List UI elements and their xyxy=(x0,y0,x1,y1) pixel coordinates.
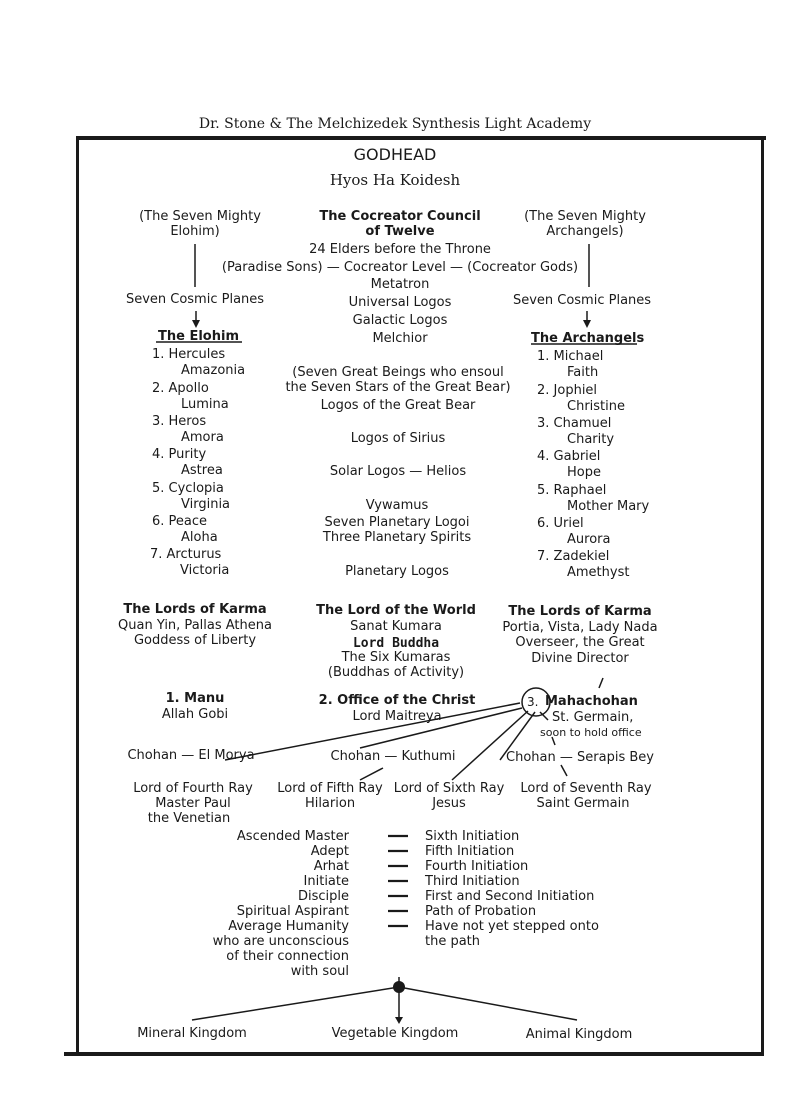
level-spiritual-aspirant: Spiritual Aspirant xyxy=(236,904,349,919)
sixth-ray-jesus: Jesus xyxy=(432,796,466,811)
cocreator-council-title: The Cocreator Council xyxy=(319,209,481,224)
elohim-name-1: 1. Hercules xyxy=(152,347,226,362)
seven-archangels-line-1: (The Seven Mighty xyxy=(524,209,646,224)
solar-logos: Solar Logos — Helios xyxy=(329,464,467,479)
universal-logos: Universal Logos xyxy=(348,295,452,310)
stage-the-path: the path xyxy=(425,934,481,949)
stage-fifth: Fifth Initiation xyxy=(425,844,515,859)
fourth-ray-master: Master Paul xyxy=(155,796,231,811)
archangel-partner-5: Mother Mary xyxy=(567,499,650,514)
level-arhat: Arhat xyxy=(313,859,349,874)
line-to-hilarion xyxy=(360,768,383,780)
elohim-name-3: 3. Heros xyxy=(152,414,207,429)
karma-left-title: The Lords of Karma xyxy=(123,602,267,617)
level-adept: Adept xyxy=(310,844,349,859)
archangel-name-7: 7. Zadekiel xyxy=(537,549,610,564)
archangel-name-3: 3. Chamuel xyxy=(537,416,612,431)
vegetable-kingdom: Vegetable Kingdom xyxy=(331,1026,459,1041)
page-header: Dr. Stone & The Melchizedek Synthesis Light Academy xyxy=(198,116,592,132)
karma-right-line-2: Overseer, the Great xyxy=(515,635,645,650)
archangel-partner-2: Christine xyxy=(567,399,625,414)
godhead-subtitle: Hyos Ha Koidesh xyxy=(329,171,461,189)
galactic-logos: Galactic Logos xyxy=(352,313,448,328)
sanat-kumara: Sanat Kumara xyxy=(350,619,442,634)
mahachohan-number: 3. xyxy=(527,695,539,709)
right-arrowhead xyxy=(583,320,591,328)
kingdom-left-branch xyxy=(192,987,399,1020)
planetary-logos: Planetary Logos xyxy=(345,564,449,579)
three-planetary-spirits: Three Planetary Spirits xyxy=(322,530,472,545)
level-unconscious: who are unconscious xyxy=(212,934,349,949)
stage-fourth: Fourth Initiation xyxy=(425,859,529,874)
archangel-partner-3: Charity xyxy=(567,432,615,447)
level-disciple: Disciple xyxy=(297,889,349,904)
lord-buddha: Lord Buddha xyxy=(352,636,440,651)
archangel-name-5: 5. Raphael xyxy=(537,483,607,498)
manu-title: 1. Manu xyxy=(165,691,225,706)
level-with-soul: with soul xyxy=(290,964,349,979)
chohan-kuthumi: Chohan — Kuthumi xyxy=(330,749,456,764)
archangel-partner-7: Amethyst xyxy=(567,565,630,580)
elohim-name-6: 6. Peace xyxy=(152,514,208,529)
seven-elohim-line-2: Elohim) xyxy=(170,224,220,239)
elohim-name-5: 5. Cyclopia xyxy=(152,481,224,496)
karma-left-line-1: Quan Yin, Pallas Athena xyxy=(118,618,272,633)
chohan-el-morya: Chohan — El Morya xyxy=(127,748,255,763)
level-connection: of their connection xyxy=(226,949,349,964)
great-beings-line-2: the Seven Stars of the Great Bear) xyxy=(285,380,511,395)
karma-right-title: The Lords of Karma xyxy=(508,604,652,619)
mineral-kingdom: Mineral Kingdom xyxy=(137,1026,247,1041)
chohan-serapis-bey: Chohan — Serapis Bey xyxy=(506,750,654,765)
elohim-name-4: 4. Purity xyxy=(152,447,207,462)
logos-great-bear: Logos of the Great Bear xyxy=(320,398,476,413)
archangel-name-6: 6. Uriel xyxy=(537,516,584,531)
great-beings-line-1: (Seven Great Beings who ensoul xyxy=(292,365,504,380)
archangel-name-1: 1. Michael xyxy=(537,349,604,364)
archangel-partner-4: Hope xyxy=(567,465,601,480)
six-kumaras: The Six Kumaras xyxy=(341,650,451,665)
karma-right-line-3: Divine Director xyxy=(531,651,629,666)
vywamus: Vywamus xyxy=(365,498,429,513)
elohim-name-7: 7. Arcturus xyxy=(150,547,222,562)
animal-kingdom: Animal Kingdom xyxy=(525,1027,633,1042)
left-arrowhead xyxy=(192,320,200,328)
stage-not-yet: Have not yet stepped onto xyxy=(425,919,599,934)
office-christ-title: 2. Office of the Christ xyxy=(318,693,476,708)
level-average-humanity: Average Humanity xyxy=(228,919,349,934)
seventh-ray-title: Lord of Seventh Ray xyxy=(520,781,652,796)
elohim-name-2: 2. Apollo xyxy=(152,381,209,396)
kingdom-node xyxy=(393,981,405,993)
elohim-partner-1: Amazonia xyxy=(181,363,246,378)
elohim-partner-4: Astrea xyxy=(181,463,223,478)
st-germain: St. Germain, xyxy=(552,710,634,725)
cosmic-planes-right: Seven Cosmic Planes xyxy=(512,293,652,308)
fourth-ray-venetian: the Venetian xyxy=(147,811,231,826)
elohim-partner-3: Amora xyxy=(181,430,224,445)
elohim-partner-2: Lumina xyxy=(181,397,229,412)
godhead-title: GODHEAD xyxy=(353,145,437,164)
seven-archangels-line-2: Archangels) xyxy=(546,224,624,239)
metatron: Metatron xyxy=(370,277,430,292)
stage-third: Third Initiation xyxy=(425,874,520,889)
melchior: Melchior xyxy=(372,331,428,346)
buddhas-of-activity: (Buddhas of Activity) xyxy=(327,665,465,680)
seventh-ray-saint-germain: Saint Germain xyxy=(536,796,630,811)
logos-sirius: Logos of Sirius xyxy=(350,431,446,446)
archangel-partner-1: Faith xyxy=(567,365,599,380)
kingdom-mid-arrowhead xyxy=(395,1017,403,1024)
archangel-partner-6: Aurora xyxy=(567,532,611,547)
elders-line: 24 Elders before the Throne xyxy=(309,242,491,257)
fourth-ray-title: Lord of Fourth Ray xyxy=(133,781,253,796)
lord-maitreya: Lord Maitreya xyxy=(352,709,442,724)
lord-world-title: The Lord of the World xyxy=(316,603,476,618)
seven-planetary-logoi: Seven Planetary Logoi xyxy=(324,515,470,530)
archangels-heading: The Archangels xyxy=(531,331,645,346)
level-initiate: Initiate xyxy=(303,874,349,889)
fifth-ray-title: Lord of Fifth Ray xyxy=(277,781,383,796)
fifth-ray-hilarion: Hilarion xyxy=(304,796,356,811)
stage-probation: Path of Probation xyxy=(425,904,537,919)
karma-right-line-1: Portia, Vista, Lady Nada xyxy=(502,620,658,635)
paradise-sons-line: (Paradise Sons) — Cocreator Level — (Cocreator Gods) xyxy=(221,260,579,275)
stage-sixth: Sixth Initiation xyxy=(425,829,520,844)
archangel-name-4: 4. Gabriel xyxy=(537,449,601,464)
karma-left-line-2: Goddess of Liberty xyxy=(133,633,257,648)
seven-elohim-line-1: (The Seven Mighty xyxy=(139,209,261,224)
elohim-partner-7: Victoria xyxy=(180,563,230,578)
cosmic-planes-left: Seven Cosmic Planes xyxy=(125,292,265,307)
level-ascended-master: Ascended Master xyxy=(236,829,349,844)
cocreator-council-subtitle: of Twelve xyxy=(365,224,435,239)
line-to-jesus xyxy=(452,711,528,780)
mahachohan-title: Mahachohan xyxy=(545,694,638,709)
mahachohan-mark xyxy=(599,678,603,688)
manu-name: Allah Gobi xyxy=(161,707,229,722)
soon-to-hold-office: soon to hold office xyxy=(540,726,642,739)
archangel-name-2: 2. Jophiel xyxy=(537,383,598,398)
elohim-partner-6: Aloha xyxy=(181,530,218,545)
kingdom-right-branch xyxy=(399,987,577,1020)
stage-first-second: First and Second Initiation xyxy=(425,889,595,904)
elohim-partner-5: Virginia xyxy=(181,497,231,512)
elohim-heading: The Elohim xyxy=(158,329,239,344)
serapis-tick xyxy=(561,765,567,776)
sixth-ray-title: Lord of Sixth Ray xyxy=(393,781,505,796)
